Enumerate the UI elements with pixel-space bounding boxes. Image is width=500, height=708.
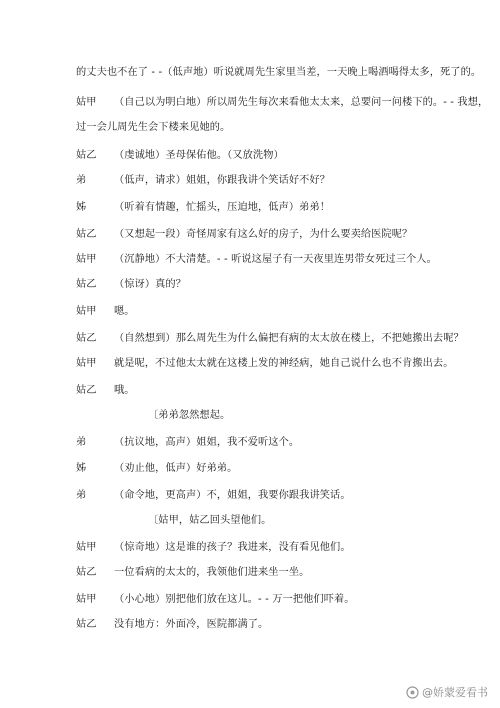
script-line [76, 201, 330, 215]
line-text: （小心地）别把他们放在这儿。- - 万一把他们吓着。 [114, 594, 355, 605]
line-text: （抗议地，高声）姐姐，我不爱听这个。 [114, 437, 300, 448]
line-text: （惊奇地）这是谁的孩子？我进来，没有看见他们。 [114, 542, 351, 553]
line-text: （自然想到）那么周先生为什么偏把有病的太太放在楼上，不把她搬出去呢？ [114, 333, 464, 344]
script-line [76, 149, 284, 163]
speaker-name: 姑乙 [76, 385, 97, 396]
script-line [76, 541, 351, 555]
script-line [76, 618, 268, 632]
line-text: （惊讶）真的？ [114, 279, 187, 290]
line-text: 〔弟弟忽然想起。 [148, 410, 231, 421]
stage-direction [148, 409, 230, 423]
script-line [76, 174, 330, 188]
line-text: 没有地方：外面冷，医院都满了。 [114, 619, 269, 630]
speaker-name: 姑乙 [76, 619, 97, 630]
line-text: （虔诚地）圣母保佑他。（又放洗物） [114, 150, 284, 161]
speaker-name: 姑甲 [76, 594, 97, 605]
speaker-name: 姑甲 [76, 97, 97, 108]
script-line [76, 566, 309, 580]
line-text: （自己以为明白地）所以周先生每次来看他太太来，总要问一问楼下的。- - 我想， [114, 97, 489, 108]
speaker-name: 姊 [76, 463, 87, 474]
line-text: （低声，请求）姐姐，你跟我讲个笑话好不好？ [114, 175, 331, 186]
line-text: 过一会儿周先生会下楼来见她的。 [76, 122, 231, 133]
speaker-name: 姑乙 [76, 567, 97, 578]
speaker-name: 姑乙 [76, 279, 97, 290]
line-text: 的丈夫也不在了 - -（低声地）听说就周先生家里当差，一天晚上喝酒喝得太多，死了的。 [76, 67, 482, 78]
script-line [76, 593, 355, 607]
speaker-name: 弟 [76, 175, 87, 186]
line-text: （又想起一段）奇怪周家有这么好的房子，为什么要卖给医院呢？ [114, 229, 413, 240]
line-text: （听着有情趣，忙摇头，压迫地，低声）弟弟！ [114, 202, 331, 213]
line-text: （劝止他，低声）好弟弟。 [114, 463, 238, 474]
speaker-name: 姑甲 [76, 306, 97, 317]
line-text: 〔姑甲，姑乙回头望他们。 [148, 515, 272, 526]
script-line [76, 357, 453, 371]
line-text: 哦。 [114, 385, 135, 396]
line-text: 就是呢，不过他太太就在这楼上发的神经病，她自己说什么也不肯搬出去。 [114, 358, 454, 369]
script-line [76, 278, 186, 292]
line-text: （命令地，更高声）不，姐姐，我要你跟我讲笑话。 [114, 490, 351, 501]
speaker-name: 姊 [76, 202, 87, 213]
watermark [406, 684, 488, 700]
speaker-name: 姑甲 [76, 358, 97, 369]
speaker-name: 姑乙 [76, 229, 97, 240]
platform-logo-icon [406, 686, 419, 699]
line-text: 嗯。 [114, 306, 135, 317]
line-text: 一位看病的太太的，我领他们进来坐一坐。 [114, 567, 310, 578]
speaker-name: 姑甲 [76, 542, 97, 553]
speaker-name: 姑甲 [76, 254, 97, 265]
script-line [76, 489, 351, 503]
script-line [76, 305, 135, 319]
script-line [76, 332, 464, 346]
script-line [76, 121, 230, 135]
speaker-name: 弟 [76, 437, 87, 448]
speaker-name: 弟 [76, 490, 87, 501]
watermark-text: @娇蒙爱看书 [422, 686, 488, 699]
script-line [76, 462, 237, 476]
script-line [76, 436, 299, 450]
speaker-name: 姑乙 [76, 150, 97, 161]
script-line [76, 228, 412, 242]
script-line [76, 253, 437, 267]
script-line [76, 66, 481, 80]
speaker-name: 姑乙 [76, 333, 97, 344]
line-text: （沉静地）不大清楚。- - 听说这屋子有一天夜里连男带女死过三个人。 [114, 254, 437, 265]
script-line [76, 384, 135, 398]
script-line [76, 96, 488, 110]
stage-direction [148, 514, 271, 528]
